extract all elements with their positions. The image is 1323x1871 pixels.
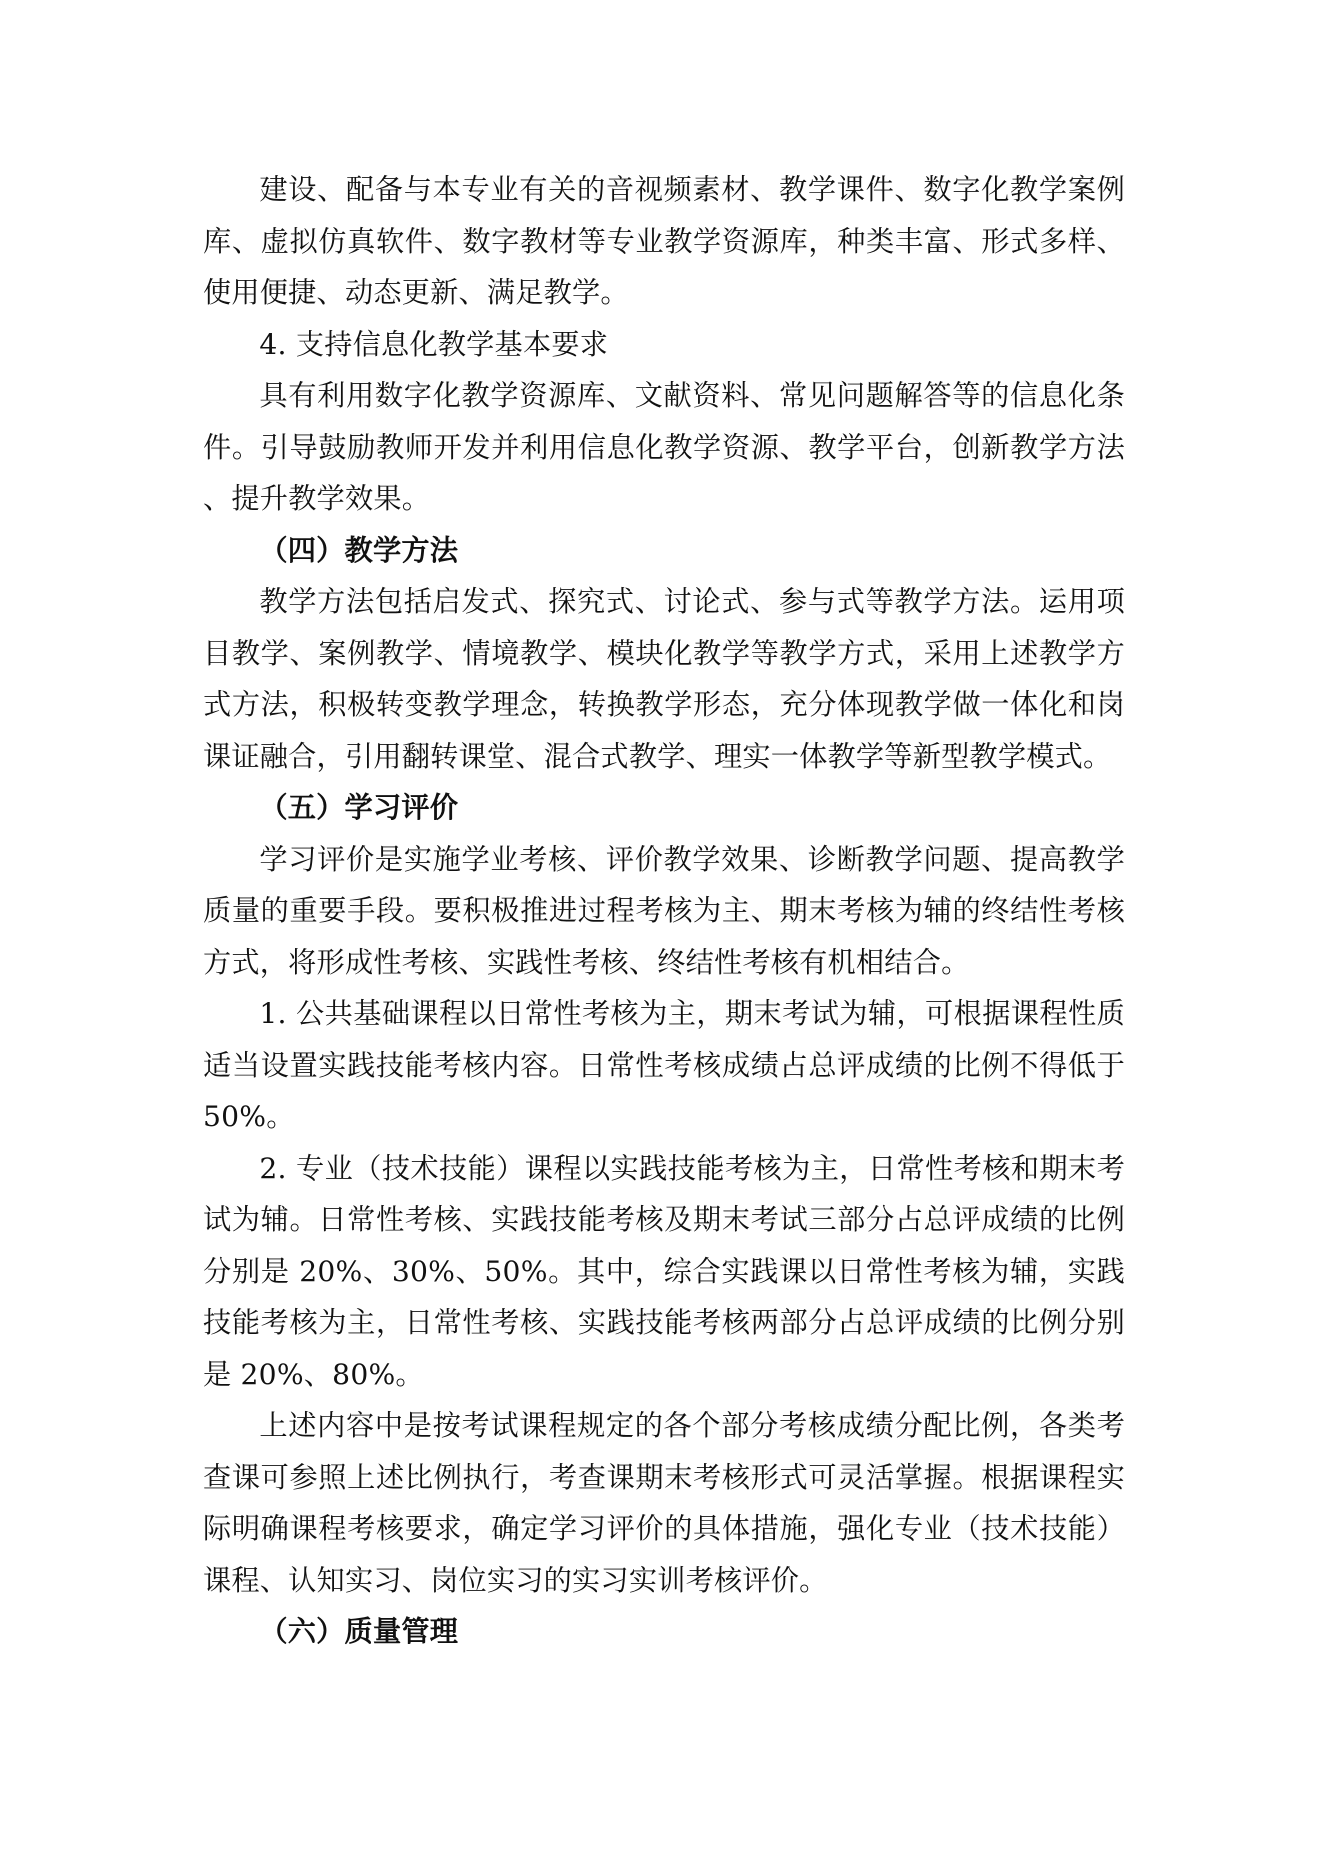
quality-management-heading: （六）质量管理: [259, 1615, 459, 1648]
informatization-requirement-title: 4. 支持信息化教学基本要求: [259, 327, 609, 361]
document-body: [203, 164, 1125, 1658]
teaching-methods-heading: （四）教学方法: [259, 533, 459, 567]
learning-evaluation-heading: （五）学习评价: [259, 791, 459, 824]
resource-library-paragraph: 建设、配备与本专业有关的音视频素材、教学课件、数字化教学案例库、虚拟仿真软件、数字教材等专业教学资源库，种类丰富、形式多样、使用便捷、动态更新、满足教学。: [203, 173, 1125, 309]
teaching-methods-paragraph: 教学方法包括启发式、探究式、讨论式、参与式等教学方法。运用项目教学、案例教学、情境教学、模块化教学等教学方式，采用上述教学方式方法，积极转变教学理念，转换教学形态，充分体现教学做一体化和岗课证融合，引用翻转课堂、混合式教学、理实一体教学等新型教学模式。: [203, 585, 1125, 773]
informatization-requirement-paragraph: 具有利用数字化教学资源库、文献资料、常见问题解答等的信息化条件。引导鼓励教师开发并利用信息化教学资源、教学平台，创新教学方法、提升教学效果。: [203, 379, 1125, 515]
professional-course-evaluation-paragraph: 2. 专业（技术技能）课程以实践技能考核为主，日常性考核和期末考试为辅。日常性考核、实践技能考核及期末考试三部分占总评成绩的比例分别是 20%、30%、50%。其中，综合实践课以日常性考核为辅，实践技能考核为主，日常性考核、实践技能考核两部分占总评成绩的比例分别是 20%、80%。: [203, 1151, 1125, 1391]
assessment-ratio-paragraph: 上述内容中是按考试课程规定的各个部分考核成绩分配比例，各类考查课可参照上述比例执行，考查课期末考核形式可灵活掌握。根据课程实际明确课程考核要求，确定学习评价的具体措施，强化专业（技术技能）课程、认知实习、岗位实习的实习实训考核评价。: [203, 1409, 1125, 1597]
public-course-evaluation-paragraph: 1. 公共基础课程以日常性考核为主，期末考试为辅，可根据课程性质适当设置实践技能考核内容。日常性考核成绩占总评成绩的比例不得低于 50%。: [203, 997, 1125, 1133]
learning-evaluation-paragraph: 学习评价是实施学业考核、评价教学效果、诊断教学问题、提高教学质量的重要手段。要积极推进过程考核为主、期末考核为辅的终结性考核方式，将形成性考核、实践性考核、终结性考核有机相结合。: [203, 842, 1125, 979]
